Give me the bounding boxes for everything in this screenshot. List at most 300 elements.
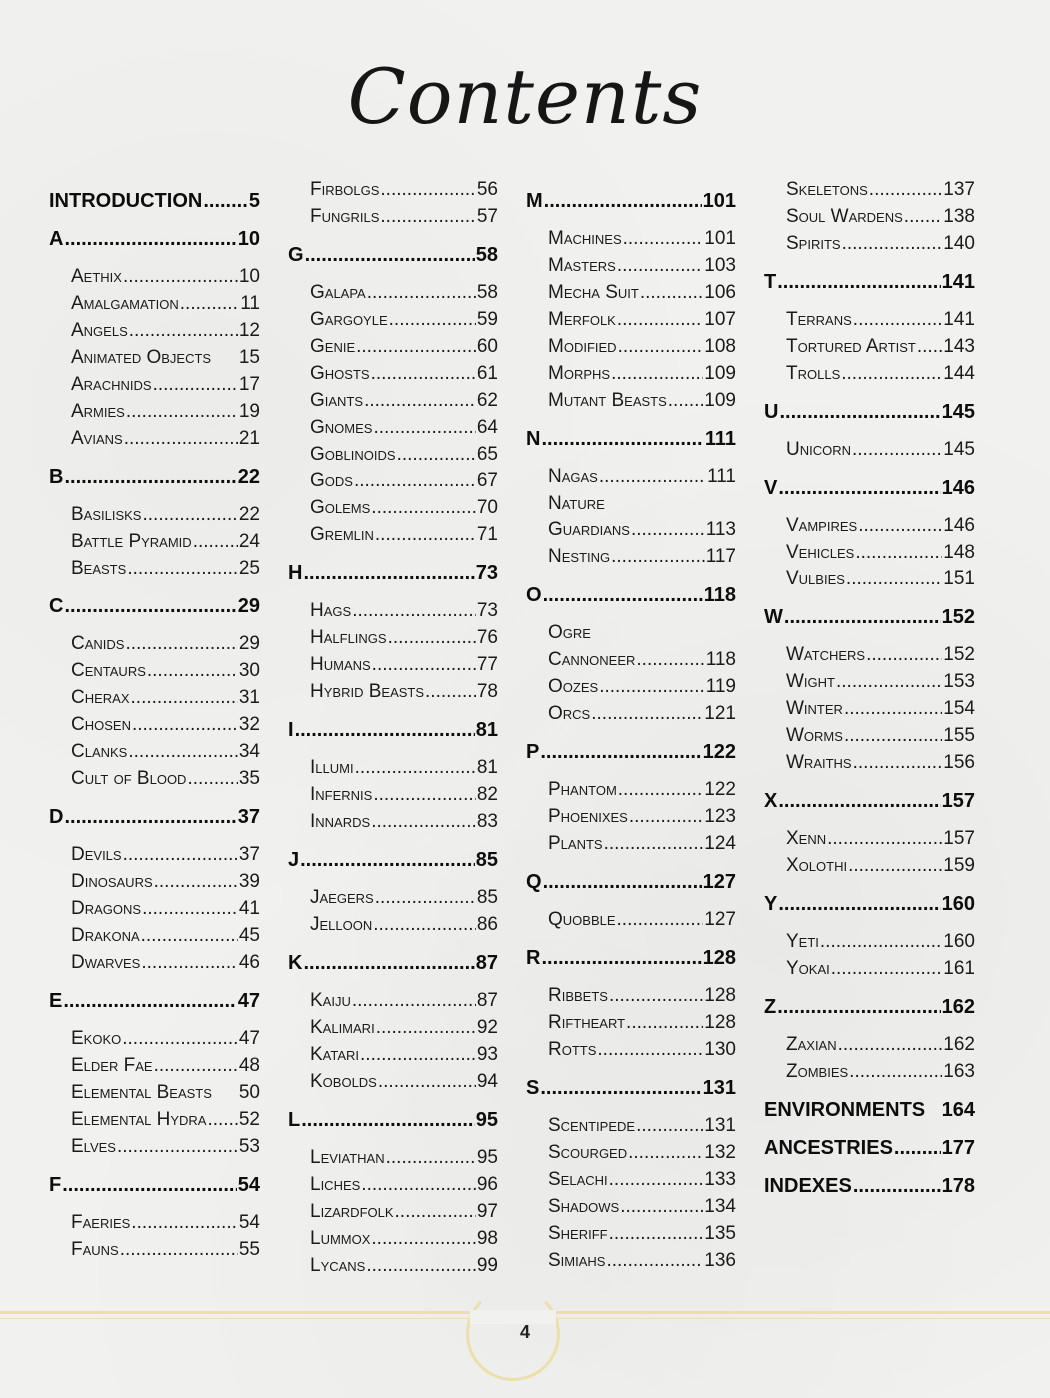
toc-page-number: 54	[238, 1212, 260, 1233]
toc-entry[interactable]	[71, 687, 260, 714]
leader-dots	[620, 1196, 703, 1218]
leader-dots	[617, 255, 703, 277]
toc-entry[interactable]	[548, 336, 736, 363]
toc-section-heading[interactable]	[288, 562, 498, 589]
toc-section-heading[interactable]	[288, 244, 498, 271]
toc-entry-label: Angels	[71, 320, 128, 341]
toc-page-number: 119	[705, 676, 736, 697]
leader-dots	[425, 681, 476, 703]
toc-entry[interactable]	[310, 1255, 498, 1282]
toc-entry[interactable]	[786, 855, 975, 882]
toc-entry-label: Amalgamation	[71, 293, 179, 314]
toc-entry-label: F	[49, 1174, 62, 1196]
toc-section-heading[interactable]	[764, 606, 975, 633]
toc-entry[interactable]	[310, 654, 498, 681]
toc-page-number: 64	[476, 417, 498, 438]
toc-entry[interactable]	[548, 309, 736, 336]
toc-section-heading[interactable]	[526, 1077, 736, 1104]
leader-dots	[371, 497, 476, 519]
toc-entry-label: Goblinoids	[310, 444, 396, 465]
toc-section-heading[interactable]	[288, 952, 498, 979]
toc-entry[interactable]	[71, 660, 260, 687]
toc-entry[interactable]	[786, 542, 975, 569]
toc-page-number: 103	[704, 255, 736, 276]
toc-entry[interactable]	[310, 470, 498, 497]
toc-page-number: 157	[943, 828, 975, 849]
toc-entry-label: E	[49, 990, 63, 1012]
toc-entry-label: Halflings	[310, 627, 387, 648]
toc-page-number: 65	[476, 444, 498, 465]
toc-entry-label: Devils	[71, 844, 122, 865]
toc-entry[interactable]	[71, 1082, 260, 1109]
toc-page-number: 52	[238, 1109, 260, 1130]
leader-dots	[395, 1201, 476, 1223]
toc-entry-label: Quobble	[548, 909, 616, 930]
toc-section-heading[interactable]	[49, 1174, 260, 1201]
leader-dots	[778, 893, 940, 916]
toc-entry-label: Fauns	[71, 1239, 119, 1260]
toc-entry[interactable]	[548, 255, 736, 282]
toc-section-heading[interactable]	[526, 584, 736, 611]
toc-entry[interactable]	[786, 206, 975, 233]
leader-dots	[372, 654, 476, 676]
toc-entry[interactable]	[548, 909, 736, 936]
toc-section-heading[interactable]	[49, 806, 260, 833]
toc-entry[interactable]	[310, 497, 498, 524]
toc-entry[interactable]	[548, 1223, 736, 1250]
toc-entry-label: Phoenixes	[548, 806, 628, 827]
toc-entry[interactable]	[71, 898, 260, 925]
leader-dots	[360, 1044, 476, 1066]
toc-entry[interactable]	[548, 546, 736, 573]
toc-entry-label: Cherax	[71, 687, 130, 708]
toc-section-heading[interactable]	[49, 228, 260, 255]
toc-entry[interactable]	[71, 1028, 260, 1055]
leader-dots	[295, 719, 475, 742]
toc-entry-label: Liches	[310, 1174, 361, 1195]
leader-dots	[380, 206, 475, 228]
toc-entry[interactable]	[71, 401, 260, 428]
toc-section-heading[interactable]	[526, 871, 736, 898]
toc-entry[interactable]	[71, 844, 260, 871]
toc-entry[interactable]	[310, 1174, 498, 1201]
toc-page-number: 96	[476, 1174, 498, 1195]
leader-dots	[64, 228, 236, 251]
toc-page-number: 95	[476, 1147, 498, 1168]
leader-dots	[917, 336, 942, 358]
leader-dots	[126, 401, 238, 423]
toc-entry[interactable]	[548, 228, 736, 255]
toc-entry[interactable]	[310, 1071, 498, 1098]
toc-entry-label: Elder Fae	[71, 1055, 153, 1076]
leader-dots	[180, 293, 239, 315]
toc-entry[interactable]	[310, 390, 498, 417]
toc-entry-label: Ghosts	[310, 363, 370, 384]
toc-page-number: 85	[475, 849, 498, 871]
toc-entry[interactable]	[548, 1115, 736, 1142]
toc-entry-label: A	[49, 228, 64, 250]
toc-page-number: 140	[943, 233, 975, 254]
toc-entry-label: S	[526, 1077, 540, 1099]
leader-dots	[131, 687, 238, 709]
toc-page-number: 25	[238, 558, 260, 579]
toc-section-heading[interactable]	[288, 849, 498, 876]
toc-entry-label: N	[526, 428, 541, 450]
toc-entry[interactable]	[786, 515, 975, 542]
toc-entry[interactable]	[548, 833, 736, 860]
leader-dots	[543, 871, 702, 894]
toc-page-number: 98	[476, 1228, 498, 1249]
toc-entry-label: Nature	[548, 493, 605, 514]
toc-entry-label: G	[288, 244, 304, 266]
toc-section-heading[interactable]	[764, 1137, 975, 1164]
toc-entry-label: Golems	[310, 497, 371, 518]
toc-section-heading[interactable]	[288, 719, 498, 746]
toc-page-number: 122	[702, 741, 736, 763]
toc-entry[interactable]	[310, 444, 498, 471]
toc-section-heading[interactable]	[526, 947, 736, 974]
toc-entry[interactable]	[786, 828, 975, 855]
toc-entry[interactable]	[786, 958, 975, 985]
toc-entry-label: Canids	[71, 633, 125, 654]
leader-dots	[852, 439, 942, 461]
toc-entry[interactable]	[71, 1212, 260, 1239]
toc-entry[interactable]	[310, 363, 498, 390]
toc-entry[interactable]	[786, 931, 975, 958]
toc-entry-label: Chosen	[71, 714, 131, 735]
toc-entry[interactable]	[310, 757, 498, 784]
toc-entry-label: Worms	[786, 725, 843, 746]
leader-dots	[129, 320, 238, 342]
toc-page-number: 87	[475, 952, 498, 974]
toc-entry[interactable]	[786, 568, 975, 595]
toc-section-heading[interactable]	[49, 190, 260, 217]
toc-entry[interactable]	[310, 811, 498, 838]
leader-dots	[62, 1174, 237, 1197]
leader-dots	[778, 477, 940, 500]
toc-entry[interactable]	[786, 644, 975, 671]
toc-entry[interactable]	[786, 671, 975, 698]
toc-section-heading[interactable]	[764, 477, 975, 504]
toc-entry[interactable]	[548, 1250, 736, 1277]
leader-dots	[142, 504, 237, 526]
leader-dots	[543, 584, 703, 607]
toc-page-number: 61	[476, 363, 498, 384]
toc-entry[interactable]	[786, 439, 975, 466]
toc-entry-label: Yokai	[786, 958, 830, 979]
toc-page-number: 71	[476, 524, 498, 545]
toc-page-number: 131	[704, 1115, 736, 1136]
toc-entry[interactable]	[786, 725, 975, 752]
toc-entry[interactable]	[71, 347, 260, 374]
toc-entry[interactable]	[786, 1034, 975, 1061]
toc-entry[interactable]	[310, 887, 498, 914]
toc-entry-label: Watchers	[786, 644, 866, 665]
toc-page-number: 131	[702, 1077, 736, 1099]
toc-entry[interactable]	[548, 622, 736, 649]
toc-entry[interactable]	[71, 428, 260, 455]
toc-section-heading[interactable]	[49, 466, 260, 493]
toc-entry[interactable]	[310, 1044, 498, 1071]
toc-section-heading[interactable]	[49, 990, 260, 1017]
toc-entry-label: Kaiju	[310, 990, 351, 1011]
toc-entry-label: Aethix	[71, 266, 122, 287]
leader-dots	[606, 1250, 703, 1272]
toc-page-number: 93	[476, 1044, 498, 1065]
toc-section-heading[interactable]	[764, 996, 975, 1023]
toc-entry[interactable]	[548, 703, 736, 730]
toc-entry[interactable]	[548, 390, 736, 417]
toc-entry[interactable]	[310, 1201, 498, 1228]
leader-dots	[373, 784, 476, 806]
toc-entry[interactable]	[548, 282, 736, 309]
toc-page-number: 10	[237, 228, 260, 250]
toc-entry[interactable]	[310, 1017, 498, 1044]
toc-page-number: 101	[702, 190, 736, 212]
toc-entry-label: Galapa	[310, 282, 366, 303]
toc-page-number: 134	[704, 1196, 736, 1217]
toc-section-heading[interactable]	[526, 741, 736, 768]
leader-dots	[541, 428, 703, 451]
toc-entry[interactable]	[310, 681, 498, 708]
toc-entry[interactable]	[786, 698, 975, 725]
toc-entry[interactable]	[548, 779, 736, 806]
toc-entry[interactable]	[71, 925, 260, 952]
toc-entry[interactable]	[310, 1228, 498, 1255]
toc-entry-label: Zaxian	[786, 1034, 837, 1055]
toc-entry[interactable]	[548, 466, 736, 493]
toc-page-number: 128	[702, 947, 736, 969]
page-number: 4	[519, 1322, 530, 1342]
toc-entry[interactable]	[548, 363, 736, 390]
leader-dots	[352, 990, 476, 1012]
toc-entry[interactable]	[71, 1109, 260, 1136]
leader-dots	[841, 363, 942, 385]
leader-dots	[611, 546, 705, 568]
toc-entry-label: ENVIRONMENTS	[764, 1099, 926, 1121]
toc-entry[interactable]	[310, 282, 498, 309]
toc-page-number: 159	[943, 855, 975, 876]
toc-entry[interactable]	[548, 1039, 736, 1066]
toc-section-heading[interactable]	[288, 1109, 498, 1136]
leader-dots	[623, 228, 704, 250]
toc-entry[interactable]	[310, 1147, 498, 1174]
toc-page-number: 81	[475, 719, 498, 741]
toc-page-number: 34	[238, 741, 260, 762]
toc-entry[interactable]	[548, 519, 736, 546]
leader-dots	[844, 725, 942, 747]
toc-entry[interactable]	[71, 531, 260, 558]
toc-entry-label: Elves	[71, 1136, 116, 1157]
toc-entry[interactable]	[71, 871, 260, 898]
toc-page-number: 121	[704, 703, 736, 724]
toc-section-heading[interactable]	[526, 428, 736, 455]
toc-page-number: 78	[476, 681, 498, 702]
toc-entry[interactable]	[310, 336, 498, 363]
toc-entry[interactable]	[310, 914, 498, 941]
toc-section-heading[interactable]	[764, 1175, 975, 1202]
leader-dots	[64, 466, 236, 489]
toc-entry[interactable]	[310, 309, 498, 336]
toc-entry-label: Riftheart	[548, 1012, 626, 1033]
toc-entry-label: Infernis	[310, 784, 373, 805]
toc-entry-label: Genie	[310, 336, 356, 357]
toc-entry-label: Oozes	[548, 676, 599, 697]
toc-page-number: 130	[704, 1039, 736, 1060]
toc-page-number: 85	[476, 887, 498, 908]
toc-entry[interactable]	[786, 336, 975, 363]
leader-dots	[117, 1136, 238, 1158]
leader-dots	[378, 1071, 476, 1093]
toc-section-heading[interactable]	[526, 190, 736, 217]
toc-entry[interactable]	[310, 990, 498, 1017]
toc-entry[interactable]	[548, 1196, 736, 1223]
toc-entry-label: Kalimari	[310, 1017, 375, 1038]
leader-dots	[544, 190, 702, 213]
toc-entry-label: Gods	[310, 470, 353, 491]
toc-entry[interactable]	[548, 1142, 736, 1169]
toc-page-number: 137	[943, 179, 975, 200]
leader-dots	[352, 600, 476, 622]
toc-section-heading[interactable]	[49, 595, 260, 622]
toc-entry[interactable]	[71, 1136, 260, 1163]
toc-page-number: 113	[705, 519, 736, 540]
toc-entry[interactable]	[71, 714, 260, 741]
toc-entry[interactable]	[548, 1012, 736, 1039]
toc-section-heading[interactable]	[764, 271, 975, 298]
toc-entry[interactable]	[71, 768, 260, 795]
leader-dots	[367, 282, 476, 304]
leader-dots	[354, 470, 476, 492]
toc-page-number: 29	[238, 633, 260, 654]
leader-dots	[848, 855, 942, 877]
toc-page-number: 163	[943, 1061, 975, 1082]
toc-entry[interactable]	[71, 952, 260, 979]
toc-entry-label: Battle Pyramid	[71, 531, 192, 552]
leader-dots	[153, 374, 238, 396]
toc-entry-label: Machines	[548, 228, 622, 249]
toc-section-heading[interactable]	[764, 893, 975, 920]
toc-section-heading[interactable]	[764, 401, 975, 428]
toc-page-number: 58	[476, 282, 498, 303]
toc-entry-label: Leviathan	[310, 1147, 385, 1168]
toc-entry[interactable]	[548, 493, 736, 520]
toc-page-number: 145	[943, 439, 975, 460]
toc-entry-label: Scentipede	[548, 1115, 636, 1136]
toc-entry-label: Ekoko	[71, 1028, 122, 1049]
toc-entry[interactable]	[71, 1055, 260, 1082]
toc-entry[interactable]	[786, 309, 975, 336]
leader-dots	[591, 703, 703, 725]
toc-entry[interactable]	[310, 600, 498, 627]
toc-entry-label: Wraiths	[786, 752, 852, 773]
toc-entry[interactable]	[71, 374, 260, 401]
toc-section-heading[interactable]	[764, 1099, 975, 1126]
toc-page-number: 54	[237, 1174, 260, 1196]
toc-entry-label: Faeries	[71, 1212, 131, 1233]
toc-page-number: 111	[704, 428, 736, 450]
toc-entry-label: Illumi	[310, 757, 354, 778]
toc-entry-label: Centaurs	[71, 660, 146, 681]
toc-page-number: 30	[238, 660, 260, 681]
toc-entry-label: Cult of Blood	[71, 768, 187, 789]
toc-entry-label: INTRODUCTION	[49, 190, 203, 212]
toc-entry-label: Sheriff	[548, 1223, 608, 1244]
toc-entry-label: Vulbies	[786, 568, 845, 589]
toc-entry[interactable]	[548, 1169, 736, 1196]
toc-entry[interactable]	[71, 504, 260, 531]
leader-dots	[853, 752, 943, 774]
toc-entry[interactable]	[548, 985, 736, 1012]
toc-section-heading[interactable]	[764, 790, 975, 817]
toc-entry[interactable]	[786, 363, 975, 390]
toc-entry-label: T	[764, 271, 777, 293]
toc-entry[interactable]	[310, 627, 498, 654]
toc-entry-label: Firbolgs	[310, 179, 380, 200]
toc-entry[interactable]	[71, 320, 260, 347]
leader-dots	[820, 931, 942, 953]
toc-entry[interactable]	[786, 1061, 975, 1088]
toc-page-number: 82	[476, 784, 498, 805]
leader-dots	[855, 542, 942, 564]
toc-entry-label: Elemental Hydra	[71, 1109, 207, 1130]
leader-dots	[858, 515, 942, 537]
toc-entry[interactable]	[786, 752, 975, 779]
toc-entry[interactable]	[786, 233, 975, 260]
toc-page-number: 19	[238, 401, 260, 422]
toc-entry[interactable]	[310, 179, 498, 206]
toc-page-number: 83	[476, 811, 498, 832]
leader-dots	[636, 649, 704, 671]
leader-dots	[386, 1147, 476, 1169]
leader-dots	[777, 996, 940, 1019]
toc-entry[interactable]	[548, 649, 736, 676]
toc-entry[interactable]	[71, 293, 260, 320]
toc-entry-label: Hags	[310, 600, 352, 621]
toc-entry[interactable]	[71, 633, 260, 660]
toc-entry-label: Jelloon	[310, 914, 373, 935]
toc-page-number: 111	[707, 466, 736, 487]
toc-entry-label: Guardians	[548, 519, 630, 540]
toc-entry[interactable]	[71, 1239, 260, 1266]
toc-entry[interactable]	[310, 417, 498, 444]
toc-page-number: 87	[476, 990, 498, 1011]
leader-dots	[142, 898, 238, 920]
leader-dots	[599, 466, 706, 488]
toc-entry[interactable]	[310, 524, 498, 551]
leader-dots	[154, 871, 238, 893]
toc-entry[interactable]	[71, 741, 260, 768]
toc-page-number: 39	[238, 871, 260, 892]
toc-entry[interactable]	[71, 266, 260, 293]
toc-page-number: 86	[476, 914, 498, 935]
toc-entry-label: Skeletons	[786, 179, 868, 200]
toc-page-number: 48	[238, 1055, 260, 1076]
toc-page-number: 128	[704, 1012, 736, 1033]
toc-entry[interactable]	[310, 206, 498, 233]
toc-entry[interactable]	[548, 806, 736, 833]
toc-entry-label: Ribbets	[548, 985, 608, 1006]
toc-entry[interactable]	[548, 676, 736, 703]
toc-entry[interactable]	[71, 558, 260, 585]
toc-entry[interactable]	[310, 784, 498, 811]
leader-dots	[364, 390, 476, 412]
toc-page-number: 92	[476, 1017, 498, 1038]
toc-entry[interactable]	[786, 179, 975, 206]
leader-dots	[355, 757, 476, 779]
toc-entry-label: H	[288, 562, 303, 584]
leader-dots	[869, 179, 943, 201]
